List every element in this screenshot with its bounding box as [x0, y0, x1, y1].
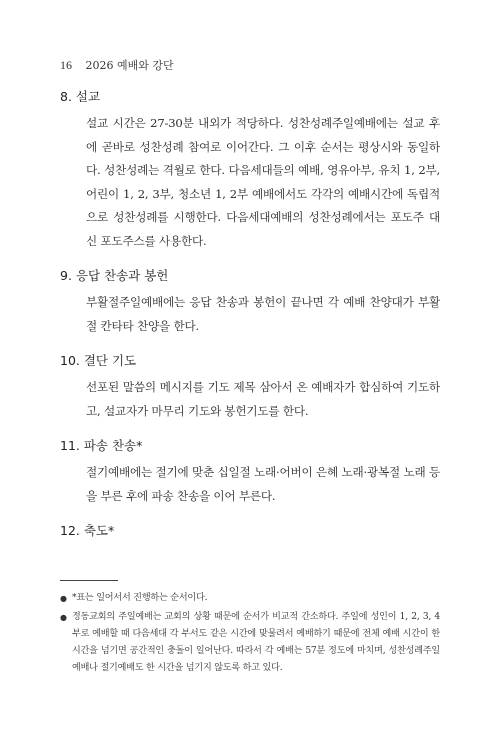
- footnote-text: *표는 일어서서 진행하는 순서이다.: [72, 593, 208, 603]
- footnote-divider: [60, 580, 118, 581]
- running-header: [60, 57, 174, 73]
- section-paragraph: 선포된 말씀의 메시지를 기도 제목 삼아서 온 예배자가 합심하여 기도하고, 설교자가 마무리 기도와 봉헌기도를 한다.: [86, 380, 440, 418]
- section-paragraph: 부활절주일예배에는 응답 찬송과 봉헌이 끝나면 각 예배 찬양대가 부활절 칸타타 찬양을 한다.: [86, 295, 440, 333]
- bullet-icon: ●: [60, 594, 67, 603]
- section-paragraph: 설교 시간은 27-30분 내외가 적당하다. 성찬성례주일예배에는 설교 후에 곧바로 성찬성례 참여로 이어간다. 그 이후 순서는 평상시와 동일하다. 성찬성례는 격월로 한다. 다음세대들의 예배, 영유아부, 유치 1, 2부, 어린이 1, 2, 3부, 청소년 1, 2부 예배에서도 각각의 예배시간에 독립적으로 성찬성례를 시행한다. 다음세대예배의 성찬성례에서는 포도주 대신 포도주스를 사용한다.: [86, 116, 440, 248]
- section-title: 11. 파송 찬송*: [60, 438, 143, 453]
- section-title: 9. 응답 찬송과 봉헌: [60, 268, 169, 283]
- body-text: [60, 88, 440, 546]
- footnotes: [60, 590, 440, 679]
- section-sending-hymn: [60, 437, 440, 508]
- footnote-item: [60, 590, 440, 607]
- section-response-hymn: [60, 267, 440, 338]
- section-paragraph: 절기예배에는 절기에 맞춘 십일절 노래·어버이 은혜 노래·광복절 노래 등을 부른 후에 파송 찬송을 이어 부른다.: [86, 465, 440, 503]
- section-title: 8. 설교: [60, 89, 101, 104]
- section-decision-prayer: [60, 352, 440, 423]
- page-number: 16: [60, 58, 72, 72]
- section-title: 12. 축도*: [60, 523, 115, 538]
- section-title: 10. 결단 기도: [60, 353, 137, 368]
- section-benediction: [60, 522, 440, 540]
- footnote-item: [60, 609, 440, 677]
- book-title: 2026 예배와 강단: [85, 59, 174, 72]
- footnote-text: 정동교회의 주일예배는 교회의 상황 때문에 순서가 비교적 간소하다. 주일에 성인이 1, 2, 3, 4부로 예배할 때 다음세대 각 부서도 같은 시간에 맞물려서 예배하기 때문에 전체 예배 시간이 한 시간을 넘기면 공간적인 충돌이 일어난다. 따라서 각 예배는 57분 정도에 마치며, 성찬성례주일예배나 절기예배도 한 시간을 넘기지 않도록 하고 있다.: [72, 612, 440, 673]
- section-sermon: [60, 88, 440, 253]
- bullet-icon: ●: [60, 613, 67, 622]
